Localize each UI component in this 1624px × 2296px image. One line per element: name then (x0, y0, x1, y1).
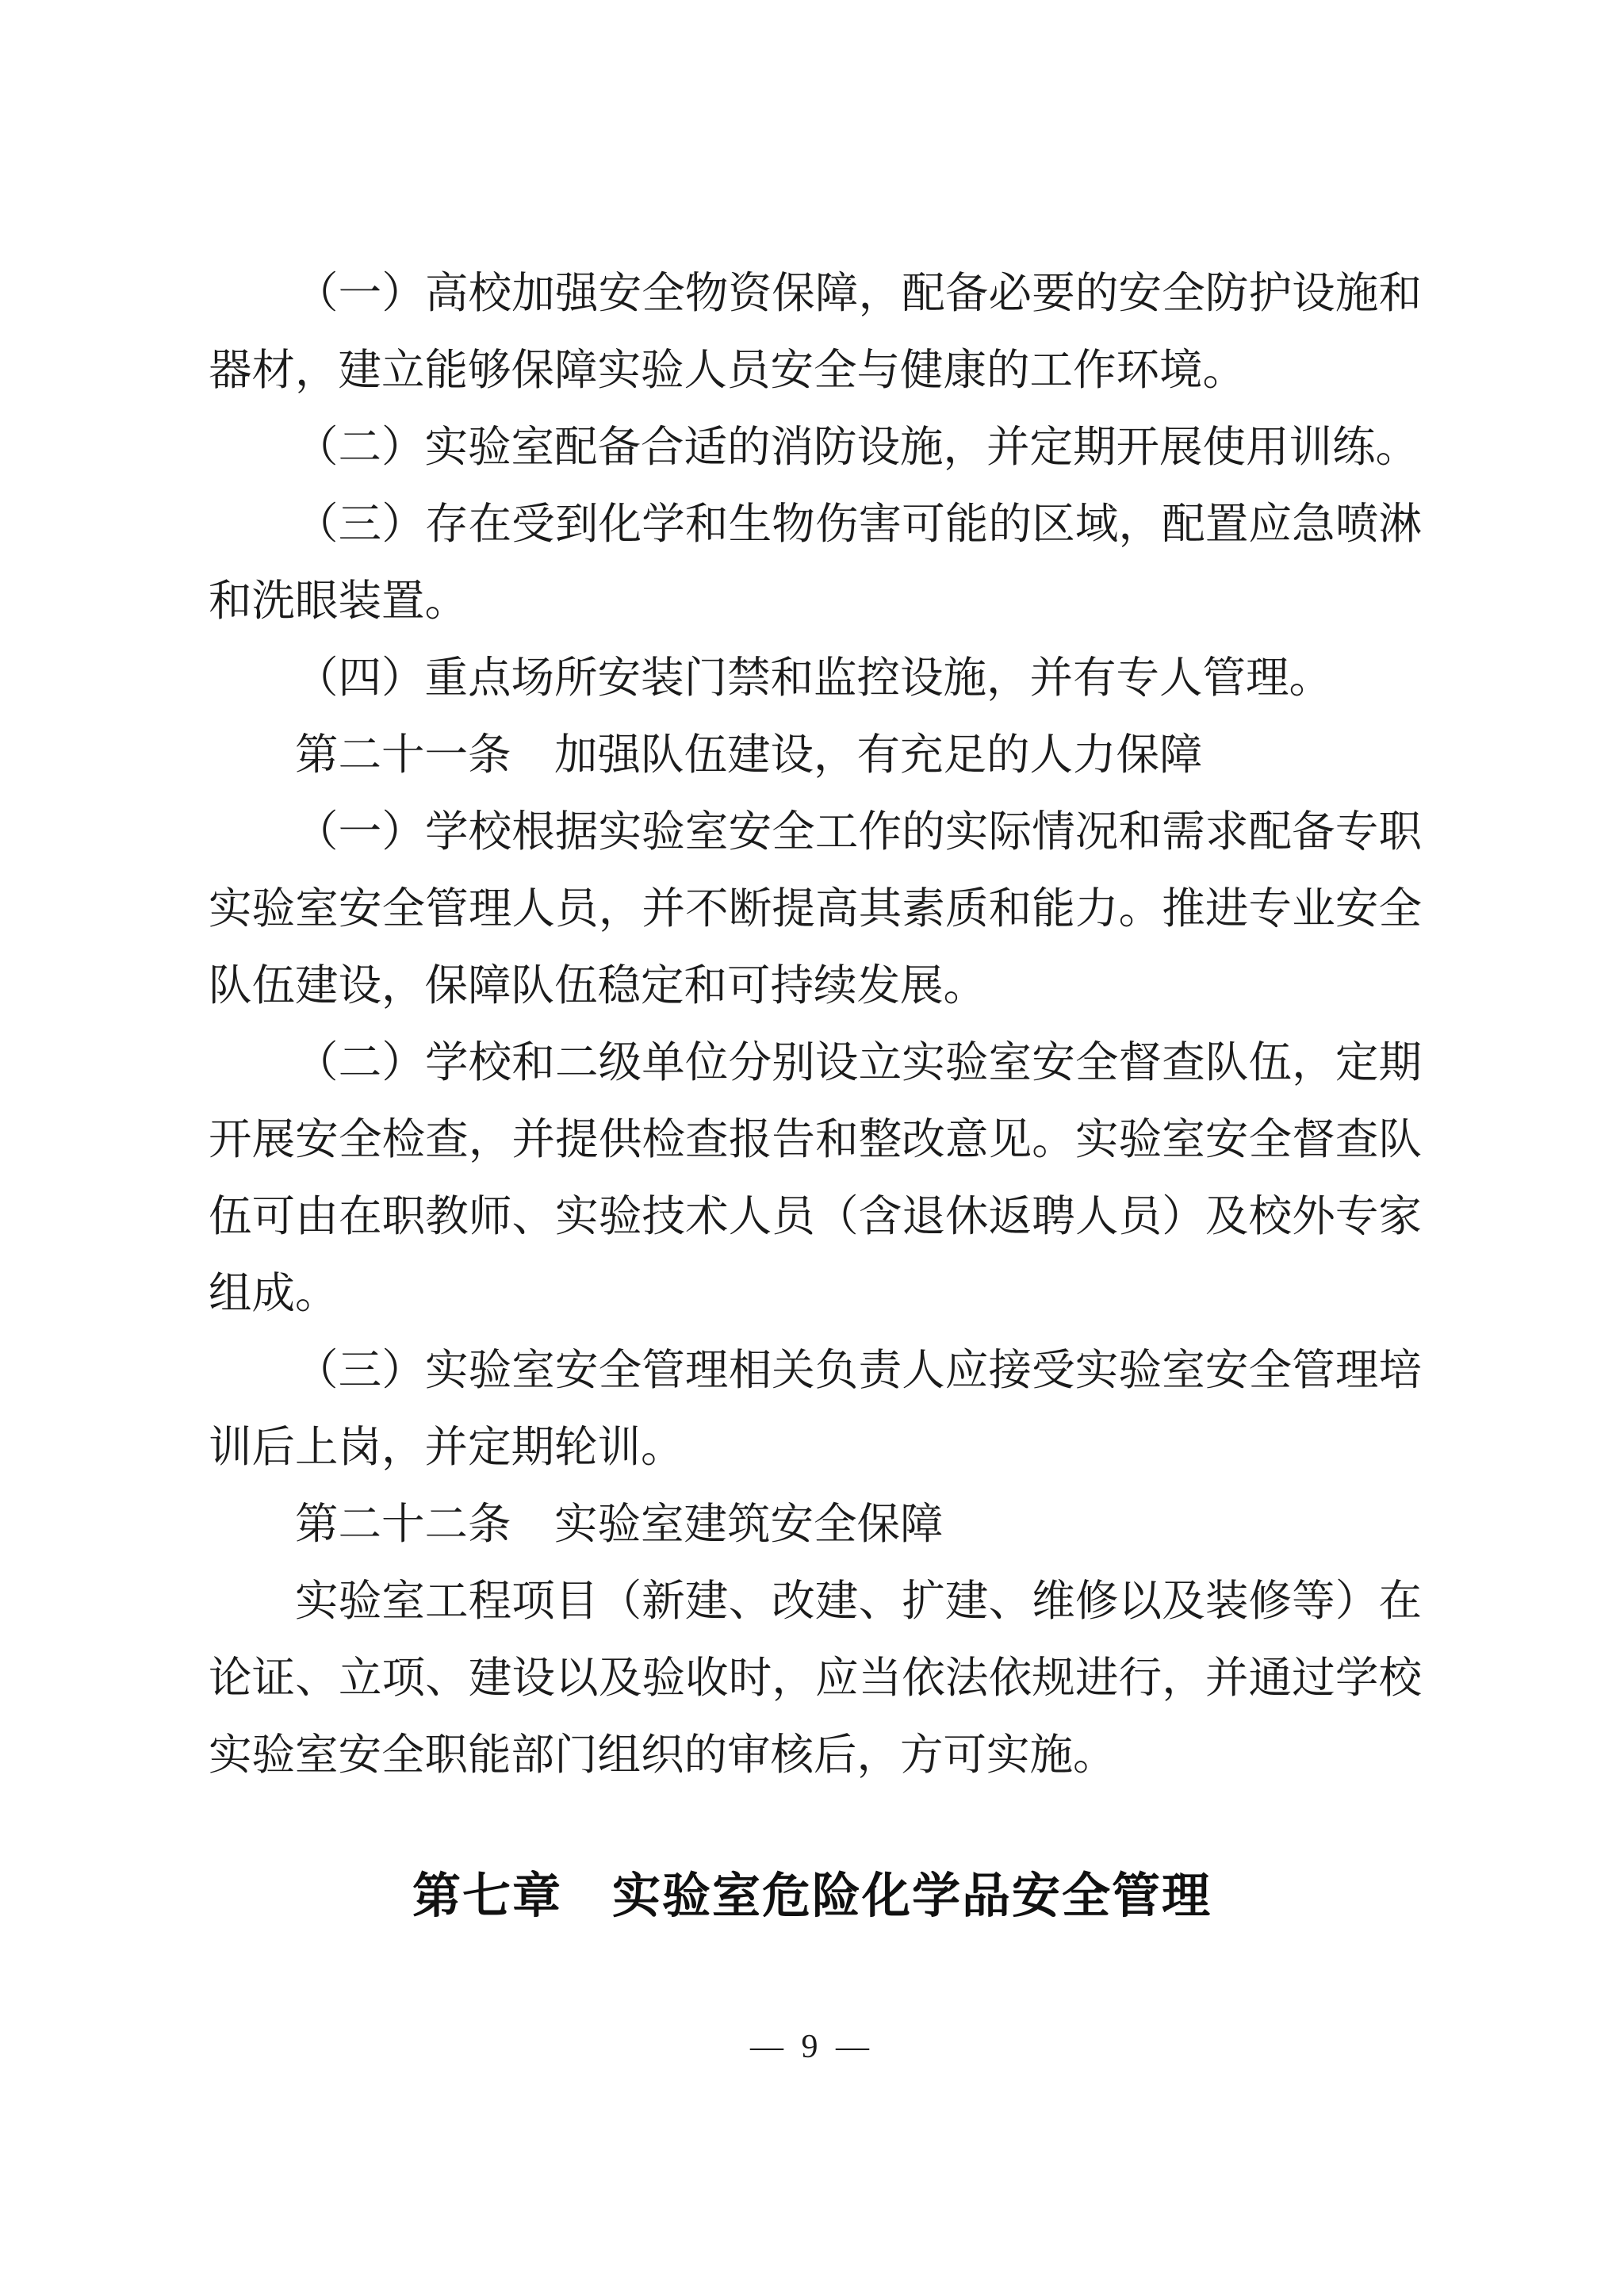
text-line: 实验室安全职能部门组织的审核后，方可实施。 (209, 1731, 1116, 1779)
text-line: （三）存在受到化学和生物伤害可能的区域，配置应急喷淋 (295, 500, 1422, 548)
text-line: 实验室安全管理人员，并不断提高其素质和能力。推进专业安全 (209, 884, 1422, 933)
text-line: 队伍建设，保障队伍稳定和可持续发展。 (209, 961, 987, 1010)
text-line: 实验室工程项目（新建、改建、扩建、维修以及装修等）在 (295, 1577, 1422, 1625)
text-line: （二）学校和二级单位分别设立实验室安全督查队伍，定期 (295, 1038, 1422, 1087)
text-line: （二）实验室配备合适的消防设施，并定期开展使用训练。 (295, 423, 1419, 471)
text-line: （四）重点场所安装门禁和监控设施，并有专人管理。 (295, 654, 1333, 702)
text-line: 和洗眼装置。 (209, 577, 469, 625)
text-line: （三）实验室安全管理相关负责人应接受实验室安全管理培 (295, 1346, 1422, 1394)
text-line: 第二十一条 加强队伍建设，有充足的人力保障 (295, 730, 1203, 779)
text-line: 论证、立项、建设以及验收时，应当依法依规进行，并通过学校 (209, 1654, 1422, 1702)
text-line: 伍可由在职教师、实验技术人员（含退休返聘人员）及校外专家 (209, 1192, 1422, 1240)
text-line: 器材，建立能够保障实验人员安全与健康的工作环境。 (209, 346, 1247, 394)
text-line: （一）高校加强安全物资保障，配备必要的安全防护设施和 (295, 269, 1422, 317)
text-line: 训后上岗，并定期轮训。 (209, 1423, 684, 1471)
page-number: — 9 — (750, 2029, 874, 2065)
text-line: 开展安全检查，并提供检查报告和整改意见。实验室安全督查队 (209, 1115, 1422, 1163)
document-body (209, 255, 1422, 1793)
text-line: （一）学校根据实验室安全工作的实际情况和需求配备专职 (295, 807, 1422, 856)
text-line: 组成。 (209, 1269, 339, 1317)
text-line: 第二十二条 实验室建筑安全保障 (295, 1500, 944, 1548)
chapter-heading: 第七章 实验室危险化学品安全管理 (412, 1869, 1212, 1922)
